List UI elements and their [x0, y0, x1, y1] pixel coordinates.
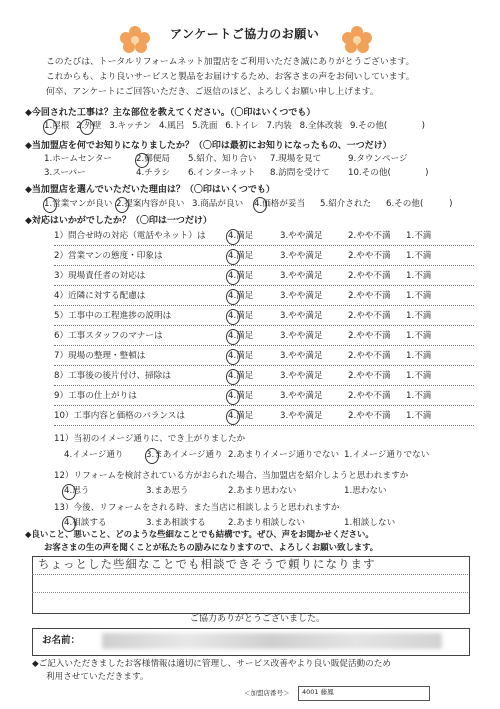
q3-option-product[interactable]: 3.商品が良い: [192, 199, 244, 209]
q4-row-option[interactable]: 3.やや満足: [280, 411, 323, 421]
q4-row-label: 10）工事内容と価格のバランスは: [54, 411, 185, 421]
q2-option-homecenter[interactable]: 1.ホームセンター: [44, 154, 113, 164]
q2-option-visit[interactable]: 8.訪問を受けて: [270, 168, 330, 178]
q4-row-option[interactable]: 2.やや不満: [348, 231, 391, 241]
q4-row-rule: [54, 305, 474, 306]
q12-label: 12）リフォームを検討されている方がおられた場合、当加盟店を紹介しようと思われますか: [54, 471, 409, 481]
q4-row-rule: [54, 325, 474, 326]
q3-option-other[interactable]: 6.その他( ): [386, 199, 453, 209]
q13-option-4[interactable]: 4.相談する: [64, 518, 107, 528]
q1-option-washroom[interactable]: 5.洗面: [192, 121, 218, 131]
q4-row-label: 2）営業マンの態度・印象は: [54, 251, 163, 261]
q3-option-price[interactable]: 4.価格が妥当: [254, 199, 306, 209]
q4-row-label: 9）工事の仕上がりは: [54, 391, 137, 401]
q2-option-postoffice[interactable]: 2.郵便局: [136, 154, 170, 164]
comment-heading-2: お客さまの生の声を聞くことが私たちの励みになりますので、よろしくお願い致します。: [44, 542, 379, 552]
q4-row-option[interactable]: 4.満足: [228, 291, 254, 301]
q4-row-option[interactable]: 1.不満: [406, 351, 432, 361]
q2-option-referral[interactable]: 5.紹介、知り合い: [188, 154, 257, 164]
q2-option-internet[interactable]: 6.インターネット: [188, 168, 256, 178]
q4-row-label: 7）現場の整理・整頓は: [54, 351, 146, 361]
q1-option-wall[interactable]: 2.外壁: [76, 121, 102, 131]
q1-option-roof[interactable]: 1.屋根: [44, 121, 70, 131]
q4-row-option[interactable]: 1.不満: [406, 291, 432, 301]
q4-row-rule: [54, 425, 474, 426]
q2-row-2: [44, 169, 429, 179]
q4-row-option[interactable]: 4.満足: [228, 331, 254, 341]
name-label: お名前：: [42, 635, 81, 646]
q11-option-3[interactable]: 3.まあイメージ通り: [146, 450, 223, 460]
q4-row-label: 8）工事後の後片付け、掃除は: [54, 371, 171, 381]
flower-icon-right: [340, 24, 374, 54]
store-number-label: ＜加盟店番号＞: [244, 689, 290, 697]
q1-option-other[interactable]: 9.その他( ): [349, 121, 426, 131]
handwritten-comment: ちょっとした些細なことでも相談できそうで頼りになります: [38, 557, 376, 571]
q4-row-option[interactable]: 4.満足: [228, 251, 254, 261]
q3-circle-sales: [43, 197, 57, 213]
q4-row-option[interactable]: 1.不満: [406, 371, 432, 381]
q4-row-circle: [226, 229, 240, 245]
q4-row-circle: [226, 269, 240, 285]
q4-row-option[interactable]: 2.やや不満: [348, 251, 391, 261]
q1-circle-wall: [80, 119, 94, 135]
q13-option-2[interactable]: 2.あまり相談しない: [228, 518, 305, 528]
q2-option-supermarket[interactable]: 3.スーパー: [44, 168, 86, 178]
q12-circle-4: [62, 484, 76, 500]
q4-row-rule: [54, 385, 474, 386]
q12-options: [64, 487, 387, 497]
q2-circle-postoffice: [135, 153, 149, 168]
q4-row-option[interactable]: 1.不満: [406, 391, 432, 401]
q4-row-option[interactable]: 4.満足: [228, 371, 254, 381]
q3-option-sales[interactable]: 1.営業マンが良い: [44, 199, 113, 209]
q4-row-option[interactable]: 3.やや満足: [280, 251, 323, 261]
q3-option-referred[interactable]: 5.紹介された: [320, 199, 372, 209]
q1-option-kitchen[interactable]: 3.キッチン: [109, 121, 152, 131]
q4-row-option[interactable]: 2.やや不満: [348, 311, 391, 321]
intro-line-3: 何卒、アンケートにご回答いただき、ご返信のほど、よろしくお願い申し上げます。: [46, 87, 379, 97]
q13-label: 13）今後、リフォームをされる時、また当店に相談しようと思われますか: [54, 503, 340, 513]
q1-option-interior[interactable]: 7.内装: [266, 121, 292, 131]
q3-circle-price: [253, 197, 267, 213]
q12-option-2[interactable]: 2.あまり思わない: [228, 486, 297, 496]
q1-circle-roof: [43, 119, 57, 135]
q4-row-circle: [226, 309, 240, 325]
q4-row-rule: [54, 405, 474, 406]
q13-option-3[interactable]: 3.まあ相談する: [146, 518, 206, 528]
q2-option-other[interactable]: 10.その他( ): [348, 168, 429, 178]
q4-row-label: 5）工事中の工程進捗の説明は: [54, 311, 172, 321]
q4-row-label: 4）近隣に対する配慮は: [54, 291, 146, 301]
q4-row-option[interactable]: 3.やや満足: [280, 351, 323, 361]
q2-heading: ◆当加盟店を何でお知りになりましたか？（〇印は最初にお知りになったもの、一つだけ）: [25, 141, 392, 151]
q4-row-option[interactable]: 1.不満: [406, 231, 432, 241]
q3-option-proposal[interactable]: 2.提案内容が良い: [116, 199, 185, 209]
q4-row-option[interactable]: 4.満足: [228, 311, 254, 321]
q12-option-4[interactable]: 4.思う: [64, 486, 90, 496]
q4-row-circle: [226, 289, 240, 305]
q4-row-circle: [226, 349, 240, 365]
q4-row-option[interactable]: 1.不満: [406, 271, 432, 281]
q4-heading: ◆対応はいかがでしたか？（〇印は一つだけ）: [25, 216, 212, 226]
q4-row-circle: [226, 409, 240, 425]
intro-line-2: これからも、より良いサービスと製品をお届けするため、お客さまの声をお伺いしています。: [46, 72, 415, 82]
comment-heading-1: ◆良いこと、悪いこと、どのような些細なことでも結構です。ぜひ、声をお聞かせください。: [25, 529, 374, 539]
thanks-text: ご協力ありがとうございました。: [190, 614, 326, 624]
q4-row-label: 3）現場責任者の対応は: [54, 271, 146, 281]
q3-options: [44, 200, 452, 210]
q2-option-townpage[interactable]: 9.タウンページ: [348, 154, 408, 164]
q4-row-option[interactable]: 3.やや満足: [280, 391, 323, 401]
q4-row-circle: [226, 389, 240, 405]
q1-option-bath[interactable]: 4.風呂: [158, 121, 185, 131]
q4-row-option[interactable]: 4.満足: [228, 351, 254, 361]
q12-option-1[interactable]: 1.思わない: [344, 486, 387, 496]
q12-option-3[interactable]: 3.まあ思う: [146, 486, 189, 496]
q4-row-option[interactable]: 2.やや不満: [348, 291, 391, 301]
intro-line-1: このたびは、トータルリフォームネット加盟店をご利用いただき誠にありがとうございます。: [46, 57, 415, 67]
q4-row-circle: [226, 369, 240, 385]
store-number: 4001 藤鳳: [302, 688, 334, 696]
q4-row-option[interactable]: 1.不満: [406, 331, 432, 341]
q4-row-option[interactable]: 3.やや満足: [280, 271, 323, 281]
q11-option-4[interactable]: 4.イメージ通り: [64, 450, 124, 460]
q11-label: 11）当初のイメージ通りに、でき上がりましたか: [54, 434, 246, 444]
q4-row-circle: [226, 249, 240, 265]
q3-circle-proposal: [115, 197, 129, 213]
q4-row-label: 1）問合せ時の対応（電話やネット）は: [54, 231, 206, 241]
q4-row-option[interactable]: 1.不満: [406, 311, 432, 321]
q1-option-renovation[interactable]: 8.全体改装: [299, 121, 343, 131]
q11-option-1[interactable]: 1.イメージ通りでない: [344, 450, 430, 460]
q4-row-option[interactable]: 3.やや満足: [280, 231, 323, 241]
q4-row-option[interactable]: 3.やや満足: [280, 311, 323, 321]
comment-rule: [32, 592, 468, 593]
q4-row-circle: [226, 329, 240, 345]
q4-row-option[interactable]: 4.満足: [228, 411, 254, 421]
q4-row-option[interactable]: 2.やや不満: [348, 411, 391, 421]
comment-rule: [32, 574, 468, 575]
q2-option-flyer[interactable]: 4.チラシ: [136, 168, 170, 178]
q4-row-option[interactable]: 2.やや不満: [348, 391, 391, 401]
privacy-line-2: 利用させていただきます。: [46, 672, 149, 682]
q4-row-rule: [54, 365, 474, 366]
q11-option-2[interactable]: 2.あまりイメージ通りでない: [228, 450, 340, 460]
q4-row-option[interactable]: 3.やや満足: [280, 371, 323, 381]
q4-row-rule: [54, 245, 474, 246]
q4-row-option[interactable]: 1.不満: [406, 411, 432, 421]
q2-option-site[interactable]: 7.現場を見て: [270, 154, 322, 164]
q1-heading: ◆今回された工事は？主な部位を教えてください。（〇印はいくつでも）: [25, 108, 316, 118]
q4-row-option[interactable]: 2.やや不満: [348, 351, 391, 361]
q4-row-option[interactable]: 4.満足: [228, 391, 254, 401]
q4-row-option[interactable]: 3.やや満足: [280, 331, 323, 341]
q4-row-option[interactable]: 1.不満: [406, 251, 432, 261]
q1-option-toilet[interactable]: 6.トイレ: [225, 121, 259, 131]
q2-row-1: [44, 155, 408, 165]
q11-circle-3: [145, 448, 159, 464]
q4-row-rule: [54, 265, 474, 266]
q4-row-option[interactable]: 4.満足: [228, 271, 254, 281]
q4-row-option[interactable]: 2.やや不満: [348, 331, 391, 341]
privacy-line-1: ◆ご記入いただきましたお客様情報は適切に管理し、サービス改善やより良い販促活動のため: [32, 659, 391, 669]
q4-row-rule: [54, 345, 474, 346]
page-title: アンケートご協力のお願い: [170, 27, 320, 41]
q4-row-option[interactable]: 4.満足: [228, 231, 254, 241]
q4-row-option[interactable]: 2.やや不満: [348, 371, 391, 381]
q13-options: [64, 519, 395, 529]
flower-icon-left: [118, 24, 152, 54]
q4-row-rule: [54, 285, 474, 286]
q13-option-1[interactable]: 1.相談しない: [344, 518, 396, 528]
q11-options: [64, 451, 429, 461]
q4-row-label: 6）工事スタッフのマナーは: [54, 331, 163, 341]
q1-options: [44, 122, 425, 132]
q3-heading: ◆当加盟店を選んでいただいた理由は？（〇印はいくつでも）: [25, 185, 275, 195]
q4-row-option[interactable]: 3.やや満足: [280, 291, 323, 301]
name-redacted: [102, 633, 442, 649]
q4-row-option[interactable]: 2.やや不満: [348, 271, 391, 281]
